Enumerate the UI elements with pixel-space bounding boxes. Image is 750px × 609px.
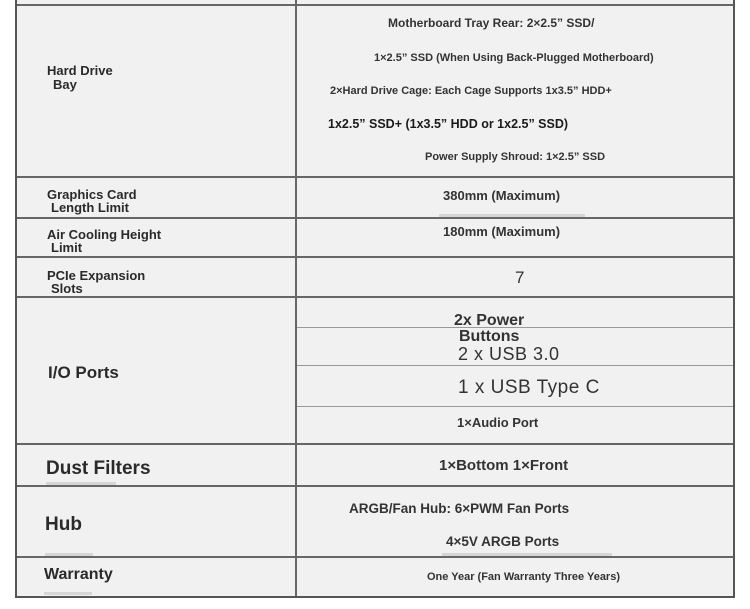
decorative-underline <box>44 592 92 595</box>
io-power-line2: Buttons <box>459 328 520 345</box>
hdd-label-line1: Hard Drive <box>47 63 113 78</box>
hdd-label-line2: Bay <box>53 77 77 92</box>
hdd-value-3: 2×Hard Drive Cage: Each Cage Supports 1x3.5” HDD+ <box>330 85 612 97</box>
hdd-value-5: Power Supply Shroud: 1×2.5” SSD <box>425 151 606 163</box>
hdd-value-4: 1x2.5” SSD+ (1x3.5” HDD or 1x2.5” SSD) <box>328 117 569 131</box>
io-sub-divider <box>297 406 733 407</box>
decorative-underline <box>46 482 116 485</box>
io-usb3: 2 x USB 3.0 <box>458 344 560 364</box>
hub-value-1: ARGB/Fan Hub: 6×PWM Fan Ports <box>349 501 570 516</box>
warranty-label: Warranty <box>44 566 113 583</box>
cooler-value: 180mm (Maximum) <box>443 224 561 239</box>
cooler-label-line1: Air Cooling Height <box>47 227 162 242</box>
pcie-label-line2: Slots <box>51 281 83 296</box>
pcie-label-line1: PCIe Expansion <box>47 268 146 283</box>
row-divider <box>17 296 733 298</box>
row-divider <box>17 217 733 219</box>
hdd-value-1: Motherboard Tray Rear: 2×2.5” SSD/ <box>388 16 595 30</box>
hub-label: Hub <box>45 514 82 535</box>
gpu-label-line2: Length Limit <box>51 200 129 215</box>
spec-table <box>15 0 735 598</box>
io-power-line1: 2x Power <box>454 312 525 329</box>
column-divider <box>295 0 297 596</box>
row-divider <box>17 176 733 178</box>
decorative-underline <box>442 553 612 556</box>
hub-value-2: 4×5V ARGB Ports <box>446 534 560 549</box>
dust-label: Dust Filters <box>46 458 151 479</box>
dust-value: 1×Bottom 1×Front <box>439 457 569 474</box>
gpu-value: 380mm (Maximum) <box>443 188 561 203</box>
row-divider <box>17 4 733 6</box>
cooler-label-line2: Limit <box>51 240 83 255</box>
io-label: I/O Ports <box>48 363 119 382</box>
decorative-underline <box>439 214 585 217</box>
decorative-underline <box>45 553 93 556</box>
io-usbc: 1 x USB Type C <box>458 377 600 398</box>
gpu-label-line1: Graphics Card <box>47 187 137 202</box>
io-audio: 1×Audio Port <box>457 415 539 430</box>
warranty-value: One Year (Fan Warranty Three Years) <box>427 571 620 583</box>
pcie-value: 7 <box>515 268 525 287</box>
row-divider <box>17 485 733 487</box>
hdd-value-2: 1×2.5” SSD (When Using Back-Plugged Motherboard) <box>374 52 654 64</box>
row-divider <box>17 256 733 258</box>
io-sub-divider <box>297 365 733 366</box>
row-divider <box>17 443 733 445</box>
row-divider <box>17 556 733 558</box>
